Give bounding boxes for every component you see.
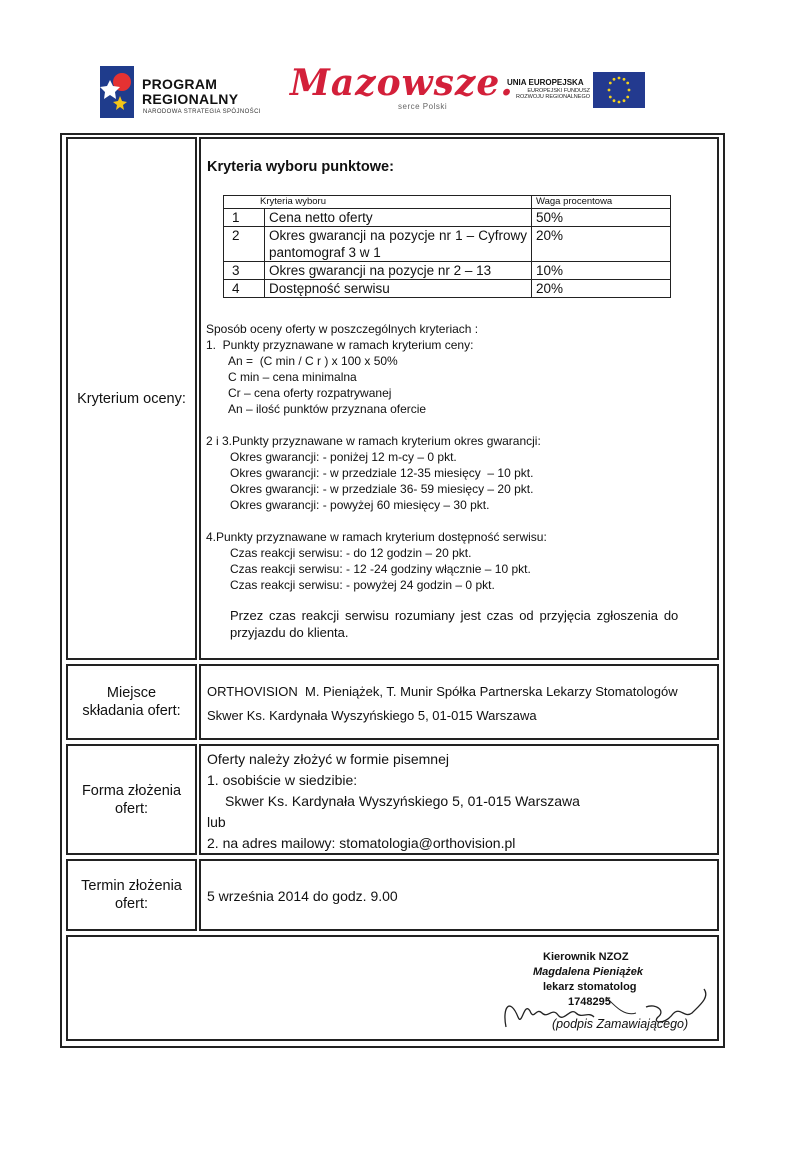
row-criterion: Dostępność serwisu bbox=[265, 280, 532, 298]
kryterium-label-cell bbox=[66, 137, 197, 660]
row-number: 3 bbox=[224, 262, 265, 280]
eu-title: UNIA EUROPEJSKA bbox=[507, 78, 584, 87]
termin-label-2: ofert: bbox=[114, 896, 149, 912]
p2-line: Okres gwarancji: - w przedziale 36- 59 miesięcy – 20 pkt. bbox=[230, 482, 534, 496]
note-line-2: przyjazdu do klienta. bbox=[230, 625, 349, 640]
miejsce-content bbox=[199, 664, 719, 740]
p2-title: 2 i 3.Punkty przyznawane w ramach kryterium okres gwarancji: bbox=[206, 434, 541, 448]
termin-label-cell bbox=[66, 859, 197, 931]
termin-content bbox=[199, 859, 719, 931]
row-criterion: Okres gwarancji na pozycje nr 1 – Cyfrowy pantomograf 3 w 1 bbox=[265, 227, 532, 262]
table-row bbox=[224, 209, 671, 227]
miejsce-label-cell bbox=[66, 664, 197, 740]
eu-subtitle-1: EUROPEJSKI FUNDUSZ bbox=[527, 88, 590, 94]
p1-line: An – ilość punktów przyznana ofercie bbox=[228, 402, 427, 416]
kryteria-heading: Kryteria wyboru punktowe: bbox=[207, 159, 394, 175]
row-weight: 10% bbox=[532, 262, 671, 280]
eu-subtitle-2: ROZWOJU REGIONALNEGO bbox=[516, 94, 590, 100]
p4-line: Czas reakcji serwisu: - 12 -24 godziny włącznie – 10 pkt. bbox=[230, 562, 531, 576]
miejsce-label-1: Miejsce bbox=[106, 685, 157, 701]
p1-line: C min – cena minimalna bbox=[228, 370, 357, 384]
stamp-line-4: 1748295 bbox=[568, 996, 611, 1008]
p2-line: Okres gwarancji: - poniżej 12 m-cy – 0 pkt. bbox=[230, 450, 457, 464]
table-row bbox=[224, 280, 671, 298]
p4-line: Czas reakcji serwisu: - do 12 godzin – 20 pkt. bbox=[230, 546, 472, 560]
forma-label-2: ofert: bbox=[114, 800, 149, 817]
p2-line: Okres gwarancji: - w przedziale 12-35 miesięcy – 10 pkt. bbox=[230, 466, 534, 480]
header-waga: Waga procentowa bbox=[532, 196, 671, 209]
signature-caption: (podpis Zamawiającego) bbox=[552, 1017, 689, 1031]
miejsce-line-2: Skwer Ks. Kardynała Wyszyńskiego 5, 01-015 Warszawa bbox=[207, 708, 537, 723]
program-title-2: REGIONALNY bbox=[142, 91, 239, 107]
note-line-1: Przez czas reakcji serwisu rozumiany jest czas od przyjęcia zgłoszenia do bbox=[230, 608, 679, 623]
miejsce-line-1: ORTHOVISION M. Pieniążek, T. Munir Spółka Partnerska Lekarzy Stomatologów bbox=[207, 684, 678, 699]
mazowsze-word: Mazowsze. bbox=[290, 62, 514, 104]
forma-line-4: lub bbox=[207, 814, 226, 830]
kryterium-label: Kryterium oceny: bbox=[77, 390, 186, 407]
p2-line: Okres gwarancji: - powyżej 60 miesięcy – 30 pkt. bbox=[230, 498, 490, 512]
stamp-line-2: Magdalena Pieniążek bbox=[533, 966, 644, 978]
p1-title: 1. Punkty przyznawane w ramach kryterium ceny: bbox=[206, 338, 474, 352]
criteria-table-header bbox=[224, 196, 671, 209]
row-weight: 50% bbox=[532, 209, 671, 227]
forma-label-cell bbox=[66, 744, 197, 855]
program-regionalny-icon bbox=[100, 66, 134, 118]
row-number: 4 bbox=[224, 280, 265, 298]
program-regionalny-logo bbox=[100, 66, 280, 120]
row-weight: 20% bbox=[532, 280, 671, 298]
header-kryteria: Kryteria wyboru bbox=[224, 196, 532, 209]
table-row bbox=[224, 262, 671, 280]
p1-line: Cr – cena oferty rozpatrywanej bbox=[228, 386, 392, 400]
miejsce-label-2: składania ofert: bbox=[82, 703, 181, 719]
stamp-line-1: Kierownik NZOZ bbox=[543, 951, 629, 963]
row-weight: 20% bbox=[532, 227, 671, 262]
row-criterion: Cena netto oferty bbox=[265, 209, 532, 227]
eu-logo bbox=[495, 72, 650, 112]
forma-line-2: 1. osobiście w siedzibie: bbox=[207, 772, 358, 788]
forma-email-line: 2. na adres mailowy: stomatologia@orthovision.pl bbox=[207, 835, 516, 851]
termin-label-1: Termin złożenia bbox=[81, 878, 182, 894]
row-number: 1 bbox=[224, 209, 265, 227]
table-row bbox=[224, 227, 671, 262]
row-number: 2 bbox=[224, 227, 265, 262]
p1-line: An = (C min / C r ) x 100 x 50% bbox=[228, 354, 398, 368]
p4-title: 4.Punkty przyznawane w ramach kryterium dostępność serwisu: bbox=[206, 530, 547, 544]
criteria-table bbox=[223, 195, 671, 298]
eu-subtitle bbox=[495, 88, 590, 100]
program-title-1: PROGRAM bbox=[142, 76, 218, 92]
kryterium-content bbox=[199, 137, 719, 660]
forma-line-3: Skwer Ks. Kardynała Wyszyńskiego 5, 01-015 Warszawa bbox=[225, 793, 580, 809]
signature-cell bbox=[66, 935, 719, 1041]
termin-value: 5 września 2014 do godz. 9.00 bbox=[207, 888, 398, 904]
stamp-line-3: lekarz stomatolog bbox=[543, 981, 637, 993]
p4-line: Czas reakcji serwisu: - powyżej 24 godzin – 0 pkt. bbox=[230, 578, 495, 592]
row-criterion: Okres gwarancji na pozycje nr 2 – 13 bbox=[265, 262, 532, 280]
forma-label-1: Forma złożenia bbox=[81, 782, 182, 799]
forma-line-1: Oferty należy złożyć w formie pisemnej bbox=[207, 751, 449, 767]
forma-content bbox=[199, 744, 719, 855]
eu-flag-icon bbox=[593, 72, 645, 108]
mazowsze-subtitle: serce Polski bbox=[398, 102, 448, 111]
program-subtitle: NARODOWA STRATEGIA SPÓJNOŚCI bbox=[143, 109, 261, 115]
sposob-oceny: Sposób oceny oferty w poszczególnych kryteriach : bbox=[206, 322, 479, 336]
mazowsze-logo bbox=[290, 62, 514, 114]
